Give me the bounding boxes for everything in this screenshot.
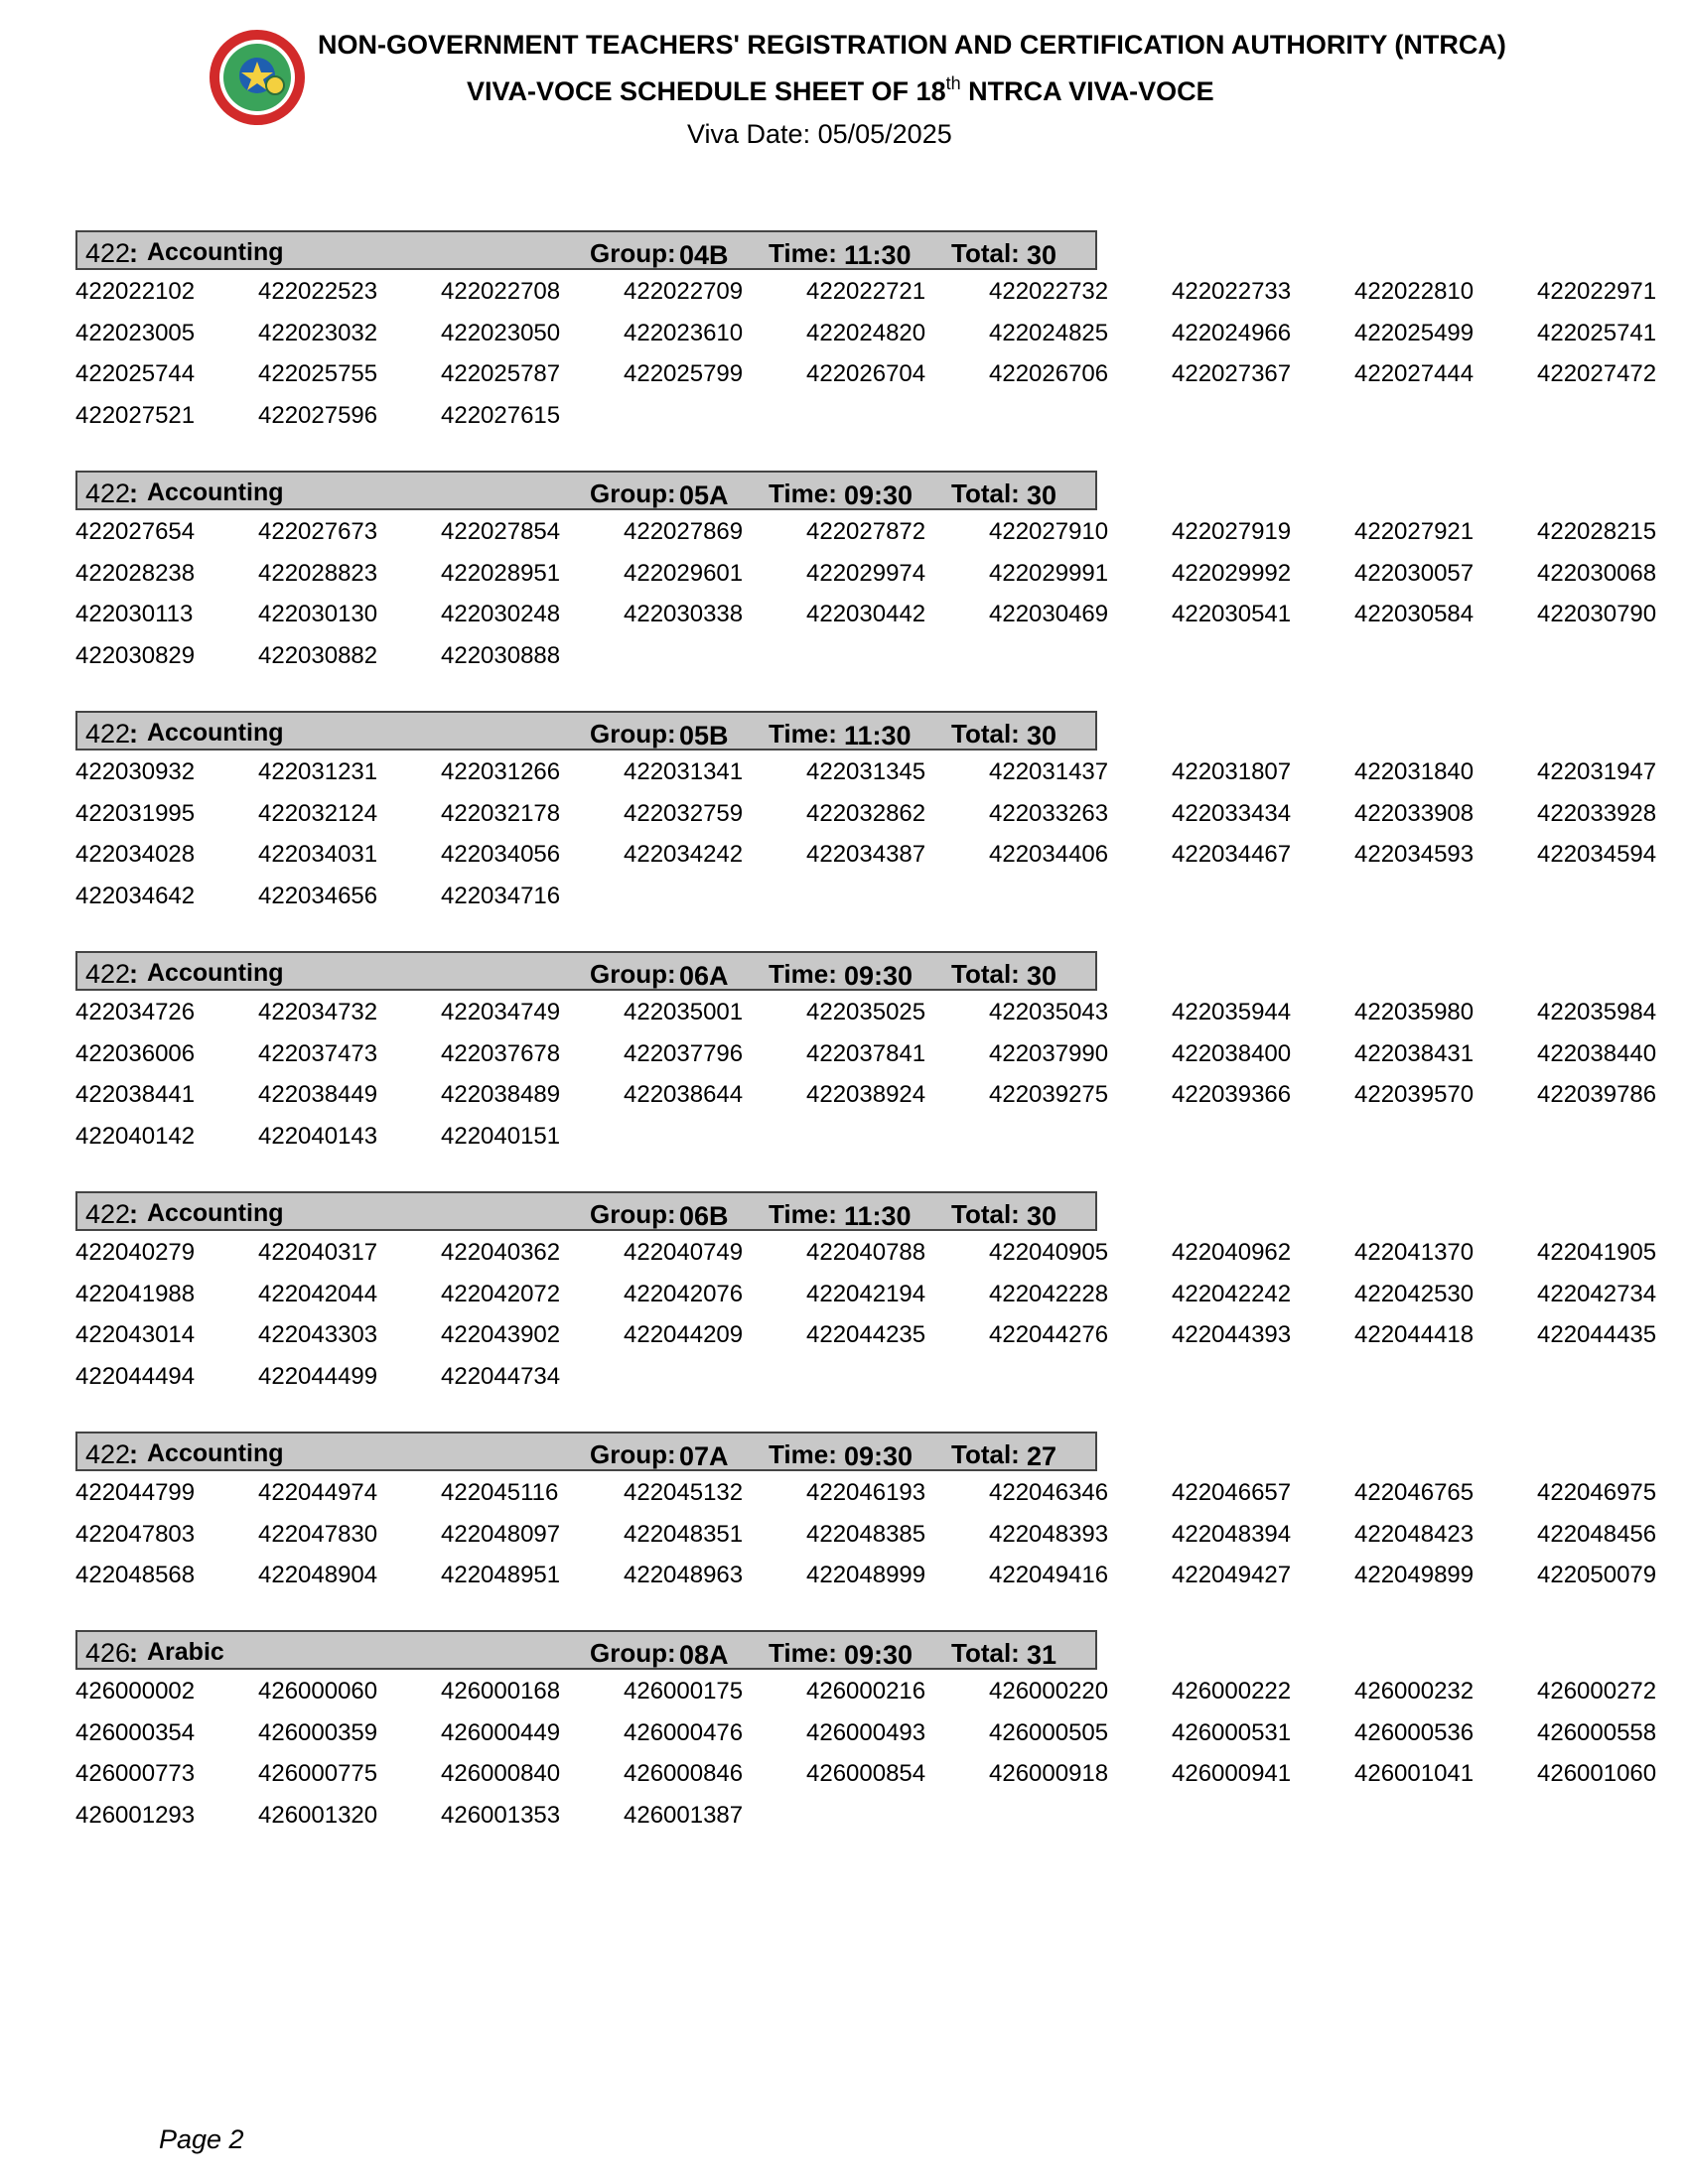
roll-number: 422035944: [1172, 999, 1292, 1025]
roll-number: 422029992: [1172, 559, 1292, 587]
total-label: Total:: [951, 959, 1020, 989]
group-header-bar: [75, 471, 1097, 510]
roll-number: 426000272: [1537, 1678, 1657, 1705]
group-header-bar: [75, 951, 1097, 991]
subject-code: 422: [85, 719, 131, 749]
roll-number: 422035984: [1537, 999, 1657, 1025]
roll-number: 422039570: [1354, 1081, 1475, 1108]
roll-number: 422044799: [75, 1479, 196, 1506]
roll-number: 422029991: [989, 559, 1109, 587]
time-label: Time:: [769, 719, 837, 749]
subject-code: 422: [85, 238, 131, 268]
roll-number: 422044235: [806, 1321, 926, 1348]
roll-number: 422031266: [441, 758, 561, 785]
roll-number: 422032124: [258, 799, 378, 827]
roll-number: 422025744: [75, 360, 196, 387]
authority-title: NON-GOVERNMENT TEACHERS' REGISTRATION AND CERTIFICATION AUTHORITY (NTRCA): [318, 30, 1506, 60]
group-value: 05B: [679, 721, 729, 751]
code-separator: :: [129, 1638, 138, 1668]
time-value: 09:30: [844, 1640, 914, 1670]
group-header-bar: [75, 230, 1097, 270]
roll-number: 422028823: [258, 559, 378, 587]
roll-number: 422044276: [989, 1321, 1109, 1348]
roll-number: 422040962: [1172, 1239, 1292, 1266]
time-label: Time:: [769, 1199, 837, 1229]
roll-number: 422034406: [989, 841, 1109, 868]
roll-number: 422033434: [1172, 799, 1292, 827]
roll-number: 422048393: [989, 1520, 1109, 1548]
subject-name: Arabic: [147, 1638, 224, 1666]
roll-number: 422030888: [441, 641, 561, 669]
roll-number: 422038431: [1354, 1039, 1475, 1067]
roll-number: 422030248: [441, 601, 561, 627]
roll-number: 422034749: [441, 999, 561, 1025]
roll-number: 426000232: [1354, 1678, 1475, 1705]
roll-number: 422041370: [1354, 1239, 1475, 1266]
roll-number: 422034387: [806, 841, 926, 868]
roll-number: 422024966: [1172, 319, 1292, 346]
roll-number: 426000558: [1537, 1718, 1657, 1746]
subject-name: Accounting: [147, 238, 284, 266]
group-label: Group:: [590, 478, 676, 508]
subject-name: Accounting: [147, 478, 284, 506]
code-separator: :: [129, 238, 138, 268]
subject-code: 422: [85, 1199, 131, 1229]
roll-number: 422033263: [989, 799, 1109, 827]
roll-number: 422022102: [75, 278, 196, 305]
roll-number: 426000216: [806, 1678, 926, 1705]
roll-number: 422047803: [75, 1520, 196, 1548]
group-value: 08A: [679, 1640, 729, 1670]
subject-name: Accounting: [147, 719, 284, 747]
roll-number: 422030338: [624, 601, 744, 627]
roll-number: 422027521: [75, 401, 196, 429]
roll-number: 422030584: [1354, 601, 1475, 627]
roll-number: 422048385: [806, 1520, 926, 1548]
roll-number: 422038644: [624, 1081, 744, 1108]
roll-number: 422042228: [989, 1280, 1109, 1307]
roll-number: 426001293: [75, 1801, 196, 1829]
roll-number: 422031231: [258, 758, 378, 785]
roll-number: 422026706: [989, 360, 1109, 387]
total-label: Total:: [951, 719, 1020, 749]
roll-number: 422027615: [441, 401, 561, 429]
total-label: Total:: [951, 1638, 1020, 1668]
roll-number: 422028951: [441, 559, 561, 587]
roll-number: 426000773: [75, 1760, 196, 1787]
roll-number: 426000449: [441, 1718, 561, 1746]
roll-number: 422030541: [1172, 601, 1292, 627]
roll-number: 422027869: [624, 518, 744, 545]
roll-number: 422024825: [989, 319, 1109, 346]
roll-number: 422025741: [1537, 319, 1657, 346]
ntrca-logo-icon: [208, 28, 307, 127]
roll-number: 426001060: [1537, 1760, 1657, 1787]
roll-number: 422025799: [624, 360, 744, 387]
roll-number: 422025787: [441, 360, 561, 387]
roll-number: 422040143: [258, 1122, 378, 1150]
roll-number: 422022523: [258, 278, 378, 305]
roll-number: 422036006: [75, 1039, 196, 1067]
roll-number: 422034242: [624, 841, 744, 868]
time-value: 09:30: [844, 480, 914, 510]
roll-number: 422034642: [75, 882, 196, 909]
code-separator: :: [129, 478, 138, 508]
group-label: Group:: [590, 1638, 676, 1668]
roll-number: 422048394: [1172, 1520, 1292, 1548]
roll-number: 426000536: [1354, 1718, 1475, 1746]
roll-number: 422028215: [1537, 518, 1657, 545]
roll-number: 422042242: [1172, 1280, 1292, 1307]
roll-number: 422046346: [989, 1479, 1109, 1506]
roll-number: 422030113: [75, 601, 194, 627]
code-separator: :: [129, 959, 138, 989]
roll-number: 426001320: [258, 1801, 378, 1829]
document-header: [0, 0, 1688, 159]
roll-number: 422048999: [806, 1562, 926, 1588]
code-separator: :: [129, 1439, 138, 1469]
roll-number: 422032759: [624, 799, 744, 827]
roll-number: 422048904: [258, 1562, 378, 1588]
roll-number: 422044393: [1172, 1321, 1292, 1348]
group-value: 05A: [679, 480, 729, 510]
roll-number: 422025755: [258, 360, 378, 387]
roll-number: 422038441: [75, 1081, 196, 1108]
roll-number: 422022708: [441, 278, 561, 305]
roll-number: 422049416: [989, 1562, 1109, 1588]
roll-number: 422030442: [806, 601, 926, 627]
roll-number: 422046765: [1354, 1479, 1475, 1506]
roll-number: 422046193: [806, 1479, 926, 1506]
total-value: 30: [1027, 480, 1057, 510]
time-value: 11:30: [844, 1201, 912, 1231]
group-value: 06A: [679, 961, 729, 991]
group-label: Group:: [590, 1439, 676, 1469]
time-value: 09:30: [844, 1441, 914, 1471]
roll-number: 422037473: [258, 1039, 378, 1067]
roll-number: 422047830: [258, 1520, 378, 1548]
roll-number: 422030057: [1354, 559, 1475, 587]
roll-number: 422042194: [806, 1280, 926, 1307]
code-separator: :: [129, 1199, 138, 1229]
roll-number: 422040749: [624, 1239, 744, 1266]
roll-number: 422034031: [258, 841, 378, 868]
roll-number: 422030068: [1537, 559, 1657, 587]
time-value: 11:30: [844, 240, 912, 270]
subject-code: 422: [85, 1439, 131, 1469]
roll-number: 422023610: [624, 319, 744, 346]
time-label: Time:: [769, 1439, 837, 1469]
code-separator: :: [129, 719, 138, 749]
roll-number: 422043902: [441, 1321, 561, 1348]
roll-number: 422031345: [806, 758, 926, 785]
roll-number: 422030829: [75, 641, 196, 669]
group-header-bar: [75, 1191, 1097, 1231]
roll-number: 422027854: [441, 518, 561, 545]
roll-number: 422027919: [1172, 518, 1292, 545]
roll-number: 422040279: [75, 1239, 196, 1266]
total-label: Total:: [951, 1199, 1020, 1229]
roll-number: 422038449: [258, 1081, 378, 1108]
roll-number: 426000941: [1172, 1760, 1292, 1787]
roll-number: 426000493: [806, 1718, 926, 1746]
roll-number: 422040142: [75, 1122, 196, 1150]
roll-number: 422026704: [806, 360, 926, 387]
roll-number: 422031995: [75, 799, 196, 827]
roll-number: 422023050: [441, 319, 561, 346]
roll-number: 422038440: [1537, 1039, 1657, 1067]
roll-number: 426000175: [624, 1678, 744, 1705]
roll-number: 422040151: [441, 1122, 561, 1150]
roll-number: 422034594: [1537, 841, 1657, 868]
roll-number: 422033908: [1354, 799, 1475, 827]
roll-number: 426000505: [989, 1718, 1109, 1746]
roll-number: 422031807: [1172, 758, 1292, 785]
roll-number: 422038924: [806, 1081, 926, 1108]
roll-number: 426000775: [258, 1760, 378, 1787]
roll-number: 422023032: [258, 319, 378, 346]
total-label: Total:: [951, 1439, 1020, 1469]
time-label: Time:: [769, 478, 837, 508]
time-value: 09:30: [844, 961, 914, 991]
roll-number: 422037990: [989, 1039, 1109, 1067]
roll-number: 422027654: [75, 518, 196, 545]
roll-number: 426000168: [441, 1678, 561, 1705]
roll-number: 422041988: [75, 1280, 196, 1307]
roll-number: 422031341: [624, 758, 744, 785]
group-label: Group:: [590, 1199, 676, 1229]
roll-number: 422034716: [441, 882, 561, 909]
subject-code: 426: [85, 1638, 131, 1668]
roll-number: 422027872: [806, 518, 926, 545]
group-value: 06B: [679, 1201, 729, 1231]
time-label: Time:: [769, 238, 837, 268]
roll-number: 422031437: [989, 758, 1109, 785]
roll-number: 422027921: [1354, 518, 1475, 545]
roll-number: 422034656: [258, 882, 378, 909]
total-value: 31: [1027, 1640, 1057, 1670]
roll-number: 426000531: [1172, 1718, 1292, 1746]
roll-number: 422023005: [75, 319, 196, 346]
group-header-bar: [75, 1432, 1097, 1471]
roll-number: 426000060: [258, 1678, 378, 1705]
roll-number: 422042530: [1354, 1280, 1475, 1307]
roll-number: 422032862: [806, 799, 926, 827]
roll-number: 422040317: [258, 1239, 378, 1266]
roll-number: 422037678: [441, 1039, 561, 1067]
roll-number: 426000476: [624, 1718, 744, 1746]
roll-number: 422049427: [1172, 1562, 1292, 1588]
roll-number: 422035043: [989, 999, 1109, 1025]
roll-number: 422050079: [1537, 1562, 1657, 1588]
roll-number: 422040788: [806, 1239, 926, 1266]
roll-number: 422030882: [258, 641, 378, 669]
total-value: 30: [1027, 721, 1057, 751]
roll-number: 422048097: [441, 1520, 561, 1548]
roll-number: 422027910: [989, 518, 1109, 545]
roll-number: 426000854: [806, 1760, 926, 1787]
roll-number: 422040362: [441, 1239, 561, 1266]
group-label: Group:: [590, 959, 676, 989]
roll-number: 422034726: [75, 999, 196, 1025]
roll-number: 422030469: [989, 601, 1109, 627]
roll-number: 422048963: [624, 1562, 744, 1588]
roll-number: 422027596: [258, 401, 378, 429]
roll-number: 422027444: [1354, 360, 1475, 387]
roll-number: 422044499: [258, 1362, 378, 1390]
roll-number: 422046975: [1537, 1479, 1657, 1506]
total-value: 30: [1027, 240, 1057, 270]
roll-number: 422039786: [1537, 1081, 1657, 1108]
roll-number: 422028238: [75, 559, 196, 587]
roll-number: 422044974: [258, 1479, 378, 1506]
roll-number: 422022721: [806, 278, 926, 305]
roll-number: 422022971: [1537, 278, 1657, 305]
roll-number: 422031947: [1537, 758, 1657, 785]
roll-number: 422049899: [1354, 1562, 1475, 1588]
roll-number: 422042044: [258, 1280, 378, 1307]
subject-code: 422: [85, 478, 131, 508]
group-label: Group:: [590, 719, 676, 749]
roll-number: 426000222: [1172, 1678, 1292, 1705]
roll-number: 422034732: [258, 999, 378, 1025]
total-label: Total:: [951, 238, 1020, 268]
roll-number: 422043303: [258, 1321, 378, 1348]
roll-number: 422044494: [75, 1362, 196, 1390]
roll-number: 422035025: [806, 999, 926, 1025]
roll-number: 422042734: [1537, 1280, 1657, 1307]
roll-number: 422038489: [441, 1081, 561, 1108]
roll-number: 422042072: [441, 1280, 561, 1307]
roll-number: 422022709: [624, 278, 744, 305]
roll-number: 426000846: [624, 1760, 744, 1787]
roll-number: 422030130: [258, 601, 378, 627]
roll-number: 422027673: [258, 518, 378, 545]
roll-number: 422039275: [989, 1081, 1109, 1108]
roll-number: 422030932: [75, 758, 196, 785]
roll-number: 426000359: [258, 1718, 378, 1746]
total-value: 27: [1027, 1441, 1057, 1471]
roll-number: 426000354: [75, 1718, 196, 1746]
roll-number: 426000220: [989, 1678, 1109, 1705]
subject-code: 422: [85, 959, 131, 989]
schedule-subtitle: VIVA-VOCE SCHEDULE SHEET OF 18th NTRCA VIVA-VOCE: [467, 73, 1214, 106]
total-value: 30: [1027, 961, 1057, 991]
roll-number: 426001353: [441, 1801, 561, 1829]
roll-number: 422034593: [1354, 841, 1475, 868]
roll-number: 422022733: [1172, 278, 1292, 305]
roll-number: 422044209: [624, 1321, 744, 1348]
roll-number: 422039366: [1172, 1081, 1292, 1108]
roll-number: 422041905: [1537, 1239, 1657, 1266]
subject-name: Accounting: [147, 959, 284, 987]
roll-number: 426000918: [989, 1760, 1109, 1787]
roll-number: 422025499: [1354, 319, 1475, 346]
roll-number: 422044418: [1354, 1321, 1475, 1348]
roll-number: 422040905: [989, 1239, 1109, 1266]
roll-number: 422044734: [441, 1362, 561, 1390]
time-value: 11:30: [844, 721, 912, 751]
subject-name: Accounting: [147, 1199, 284, 1227]
roll-number: 422045116: [441, 1479, 559, 1506]
page-number: Page 2: [159, 2124, 244, 2154]
group-header-bar: [75, 1630, 1097, 1670]
roll-number: 422027367: [1172, 360, 1292, 387]
group-value: 07A: [679, 1441, 729, 1471]
roll-number: 422042076: [624, 1280, 744, 1307]
time-label: Time:: [769, 959, 837, 989]
roll-number: 422035980: [1354, 999, 1475, 1025]
roll-number: 422046657: [1172, 1479, 1292, 1506]
roll-number: 422032178: [441, 799, 561, 827]
roll-number: 426000002: [75, 1678, 196, 1705]
roll-number: 422048456: [1537, 1520, 1657, 1548]
time-label: Time:: [769, 1638, 837, 1668]
roll-number: 422022810: [1354, 278, 1475, 305]
total-label: Total:: [951, 478, 1020, 508]
roll-number: 422045132: [624, 1479, 744, 1506]
group-label: Group:: [590, 238, 676, 268]
roll-number: 422029974: [806, 559, 926, 587]
roll-number: 422038400: [1172, 1039, 1292, 1067]
roll-number: 422035001: [624, 999, 744, 1025]
roll-number: 426001041: [1354, 1760, 1475, 1787]
roll-number: 422022732: [989, 278, 1109, 305]
roll-number: 422048423: [1354, 1520, 1475, 1548]
roll-number: 422027472: [1537, 360, 1657, 387]
roll-number: 422034467: [1172, 841, 1292, 868]
roll-number: 426001387: [624, 1801, 744, 1829]
subject-name: Accounting: [147, 1439, 284, 1467]
roll-number: 422024820: [806, 319, 926, 346]
total-value: 30: [1027, 1201, 1057, 1231]
roll-number: 422037841: [806, 1039, 926, 1067]
roll-number: 426000840: [441, 1760, 561, 1787]
roll-number: 422037796: [624, 1039, 744, 1067]
roll-number: 422031840: [1354, 758, 1475, 785]
roll-number: 422048951: [441, 1562, 561, 1588]
roll-number: 422033928: [1537, 799, 1657, 827]
roll-number: 422030790: [1537, 601, 1657, 627]
roll-number: 422048568: [75, 1562, 196, 1588]
roll-number: 422043014: [75, 1321, 196, 1348]
roll-number: 422034028: [75, 841, 196, 868]
roll-number: 422044435: [1537, 1321, 1657, 1348]
roll-number: 422034056: [441, 841, 561, 868]
group-value: 04B: [679, 240, 729, 270]
roll-number: 422029601: [624, 559, 744, 587]
group-header-bar: [75, 711, 1097, 751]
roll-number: 422048351: [624, 1520, 744, 1548]
viva-date: Viva Date: 05/05/2025: [687, 119, 952, 149]
